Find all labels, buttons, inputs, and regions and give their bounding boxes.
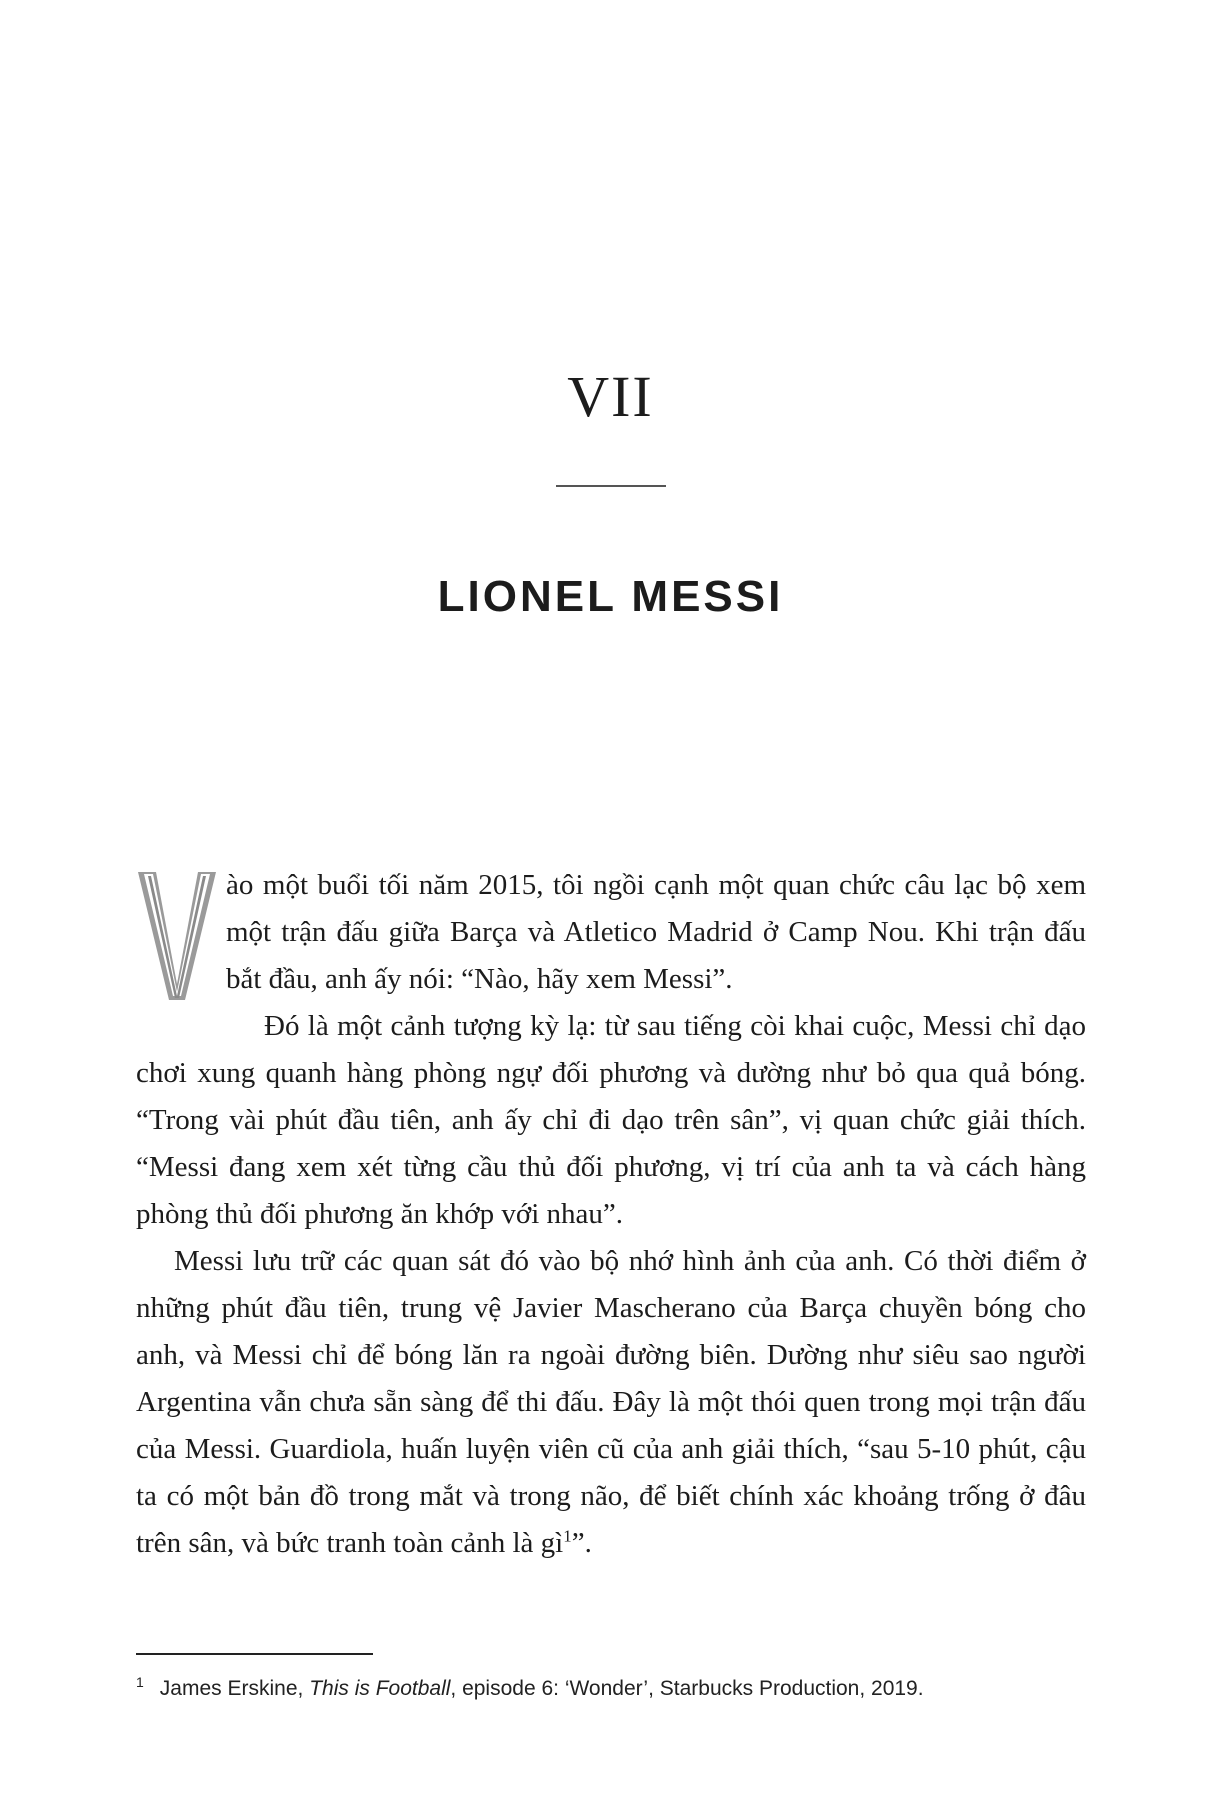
footnote-author: James Erskine, [159, 1677, 310, 1700]
drop-cap [136, 868, 218, 1004]
paragraph-1-text: ào một buổi tối năm 2015, tôi ngồi cạnh một quan chức câu lạc bộ xem một trận đấu giữa Barça và Atletico Madrid ở Camp Nou. Khi trận đấu bắt đầu, anh ấy nói: “Nào, hãy xem Messi”. [226, 869, 1086, 995]
paragraph-1 [136, 862, 1086, 1003]
paragraph-3-text: Messi lưu trữ các quan sát đó vào bộ nhớ hình ảnh của anh. Có thời điểm ở những phút đầu tiên, trung vệ Javier Mascherano của Barça chuyền bóng cho anh, và Messi chỉ để bóng lăn ra ngoài đường biên. Dường như siêu sao người Argentina vẫn chưa sẵn sàng để thi đấu. Đây là một thói quen trong mọi trận đấu của Messi. Guardiola, huấn luyện viên cũ của anh giải thích, “sau 5-10 phút, cậu ta có một bản đồ trong mắt và trong não, để biết chính xác khoảng trống ở đâu trên sân, và bức tranh toàn cảnh là gì [136, 1245, 1086, 1559]
paragraph-2: Đó là một cảnh tượng kỳ lạ: từ sau tiếng còi khai cuộc, Messi chỉ dạo chơi xung quanh hàng phòng ngự đối phương và dường như bỏ qua quả bóng. “Trong vài phút đầu tiên, anh ấy chỉ đi dạo trên sân”, vị quan chức giải thích. “Messi đang xem xét từng cầu thủ đối phương, vị trí của anh ta và cách hàng phòng thủ đối phương ăn khớp với nhau”. [136, 1010, 1086, 1230]
chapter-number: VII [567, 364, 654, 429]
footnote-details: , episode 6: ‘Wonder’, Starbucks Production, 2019. [450, 1677, 924, 1700]
footnote-reference[interactable]: 1 [563, 1526, 572, 1546]
paragraph-3 [136, 1238, 1086, 1567]
chapter-divider [556, 485, 666, 487]
paragraph-3-end: ”. [571, 1527, 592, 1559]
footnote-number: 1 [136, 1674, 144, 1690]
footnote-work-title: This is Football [309, 1677, 451, 1700]
chapter-title: LIONEL MESSI [437, 572, 784, 621]
footnote [136, 1668, 1136, 1703]
body-text [136, 862, 1086, 1567]
footnote-divider [136, 1653, 373, 1655]
